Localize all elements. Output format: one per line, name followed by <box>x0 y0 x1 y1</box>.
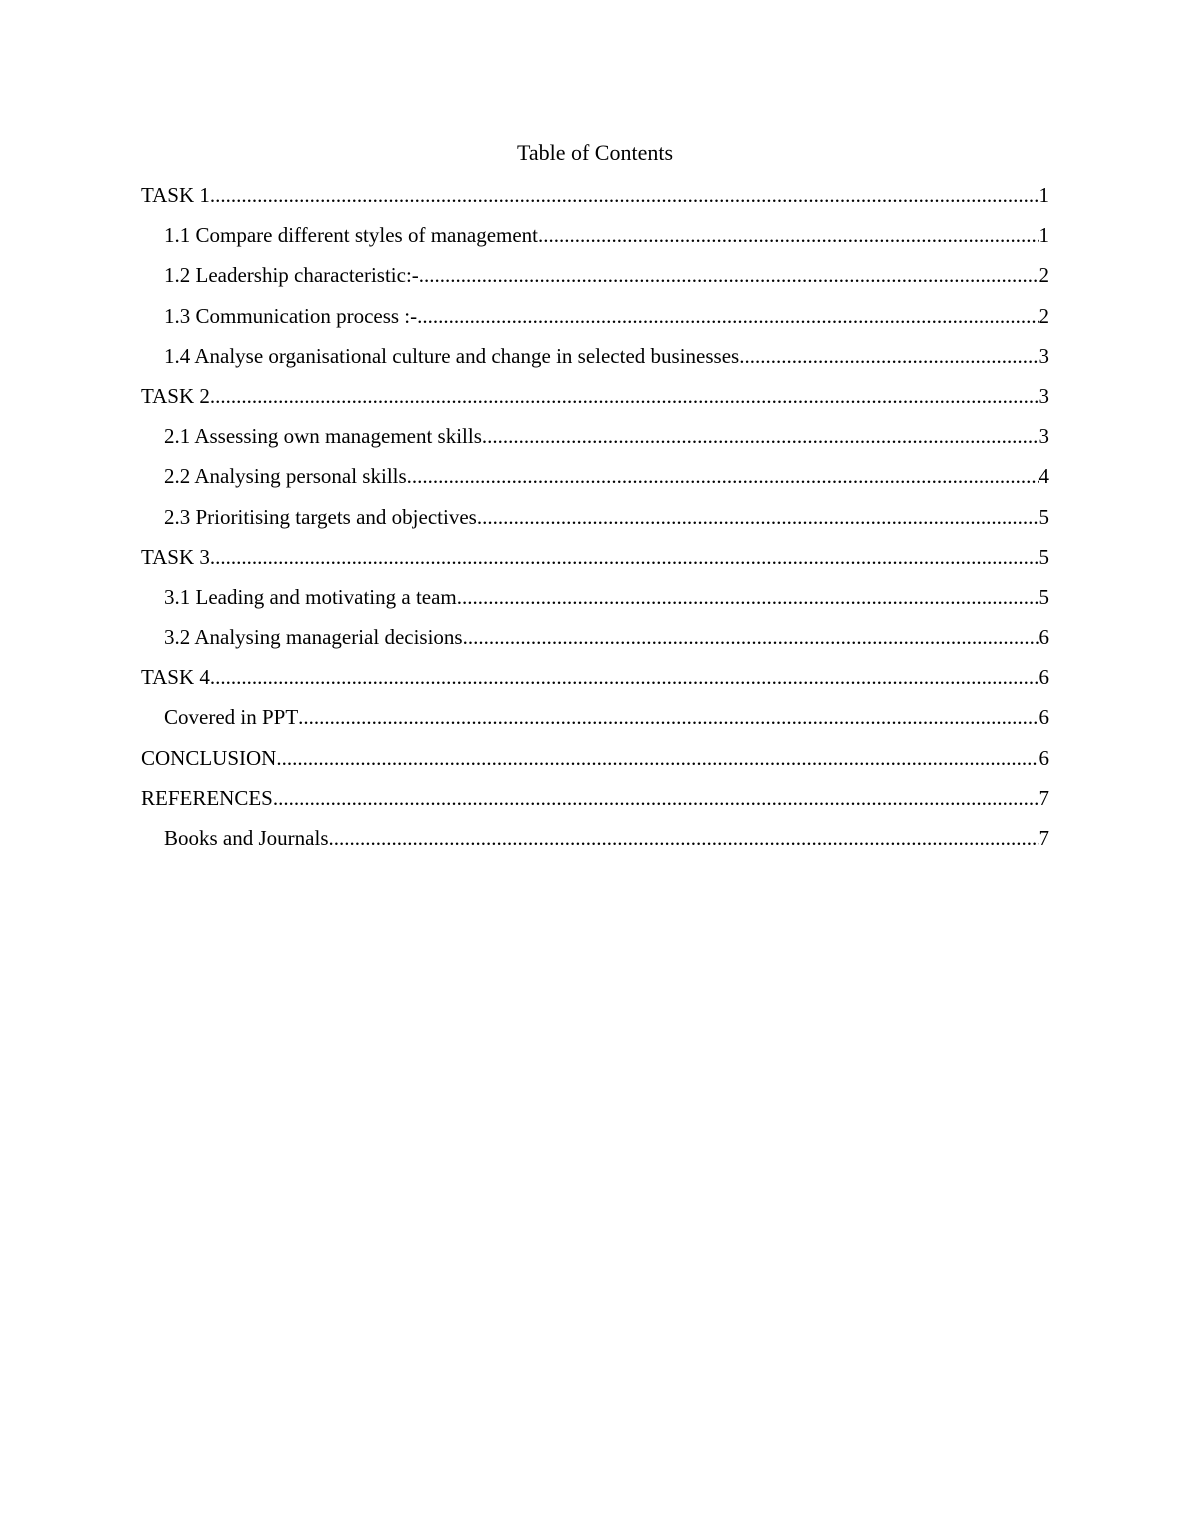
toc-entry-row <box>164 622 1049 652</box>
toc-entry-label: 3.1 Leading and motivating a team <box>164 582 457 612</box>
toc-entry-row <box>141 542 1049 572</box>
toc-entry-row <box>141 381 1049 411</box>
table-of-contents <box>141 180 1049 863</box>
toc-entry-row <box>164 260 1049 290</box>
toc-entry[interactable] <box>141 180 1049 220</box>
toc-dot-leader <box>419 260 1039 290</box>
toc-entry-page-number: 6 <box>1038 745 1049 770</box>
toc-entry-label: 1.1 Compare different styles of management <box>164 220 538 250</box>
toc-title: Table of Contents <box>516 140 674 165</box>
toc-dot-leader <box>739 341 1038 371</box>
toc-dot-leader <box>417 301 1038 331</box>
toc-entry[interactable] <box>141 301 1049 341</box>
toc-entry[interactable] <box>141 662 1049 702</box>
toc-entry[interactable] <box>141 260 1049 300</box>
toc-entry-row <box>164 823 1049 853</box>
toc-entry[interactable] <box>141 783 1049 823</box>
toc-entry-row <box>141 180 1049 210</box>
toc-entry-page-number: 2 <box>1038 263 1049 288</box>
toc-dot-leader <box>210 180 1039 210</box>
toc-dot-leader <box>298 702 1038 732</box>
toc-entry[interactable] <box>141 542 1049 582</box>
toc-entry[interactable] <box>141 381 1049 421</box>
toc-entry-row <box>164 421 1049 451</box>
toc-entry-row <box>164 502 1049 532</box>
toc-dot-leader <box>210 542 1039 572</box>
toc-entry[interactable] <box>141 220 1049 260</box>
toc-dot-leader <box>329 823 1039 853</box>
toc-entry-page-number: 2 <box>1038 303 1049 328</box>
toc-entry-label: REFERENCES <box>141 783 273 813</box>
toc-entry-row <box>141 783 1049 813</box>
toc-dot-leader <box>210 381 1039 411</box>
toc-entry-page-number: 7 <box>1038 785 1049 810</box>
toc-entry-label: 2.1 Assessing own management skills <box>164 421 482 451</box>
toc-dot-leader <box>210 662 1039 692</box>
toc-entry[interactable] <box>141 461 1049 501</box>
toc-entry[interactable] <box>141 502 1049 542</box>
toc-entry-label: 3.2 Analysing managerial decisions <box>164 622 463 652</box>
toc-entry-label: 1.4 Analyse organisational culture and change in selected businesses <box>164 341 739 371</box>
toc-entry[interactable] <box>141 421 1049 461</box>
toc-entry-page-number: 4 <box>1038 464 1049 489</box>
toc-entry-page-number: 3 <box>1038 424 1049 449</box>
toc-dot-leader <box>477 502 1039 532</box>
toc-entry-label: TASK 4 <box>141 662 210 692</box>
toc-entry-label: 1.2 Leadership characteristic:- <box>164 260 419 290</box>
toc-entry-row <box>141 743 1049 773</box>
toc-entry-label: 2.2 Analysing personal skills <box>164 461 407 491</box>
toc-entry[interactable] <box>141 823 1049 863</box>
toc-entry-label: TASK 2 <box>141 381 210 411</box>
toc-entry-page-number: 5 <box>1038 544 1049 569</box>
toc-entry[interactable] <box>141 341 1049 381</box>
toc-entry[interactable] <box>141 622 1049 662</box>
toc-entry[interactable] <box>141 582 1049 622</box>
toc-entry-page-number: 6 <box>1038 705 1049 730</box>
toc-dot-leader <box>276 743 1038 773</box>
toc-dot-leader <box>273 783 1039 813</box>
toc-entry-page-number: 3 <box>1038 343 1049 368</box>
toc-dot-leader <box>538 220 1038 250</box>
toc-entry-label: TASK 3 <box>141 542 210 572</box>
toc-entry-row <box>164 301 1049 331</box>
toc-entry[interactable] <box>141 743 1049 783</box>
toc-entry-row <box>164 461 1049 491</box>
toc-dot-leader <box>463 622 1039 652</box>
toc-entry-label: TASK 1 <box>141 180 210 210</box>
toc-entry[interactable] <box>141 702 1049 742</box>
toc-entry-page-number: 1 <box>1038 223 1049 248</box>
toc-entry-row <box>164 702 1049 732</box>
toc-dot-leader <box>482 421 1039 451</box>
toc-entry-label: Covered in PPT <box>164 702 298 732</box>
toc-entry-row <box>141 662 1049 692</box>
toc-entry-page-number: 6 <box>1038 665 1049 690</box>
toc-entry-label: Books and Journals <box>164 823 329 853</box>
toc-entry-page-number: 7 <box>1038 826 1049 850</box>
toc-entry-page-number: 5 <box>1038 504 1049 529</box>
toc-entry-page-number: 1 <box>1038 183 1049 207</box>
toc-entry-row <box>164 582 1049 612</box>
toc-entry-page-number: 6 <box>1038 625 1049 650</box>
toc-entry-row <box>164 341 1049 371</box>
toc-entry-label: 2.3 Prioritising targets and objectives <box>164 502 477 532</box>
toc-entry-page-number: 5 <box>1038 584 1049 609</box>
toc-entry-row <box>164 220 1049 250</box>
toc-dot-leader <box>407 461 1039 491</box>
toc-entry-page-number: 3 <box>1038 383 1049 408</box>
toc-dot-leader <box>457 582 1039 612</box>
toc-entry-label: CONCLUSION <box>141 743 276 773</box>
toc-entry-label: 1.3 Communication process :- <box>164 301 417 331</box>
